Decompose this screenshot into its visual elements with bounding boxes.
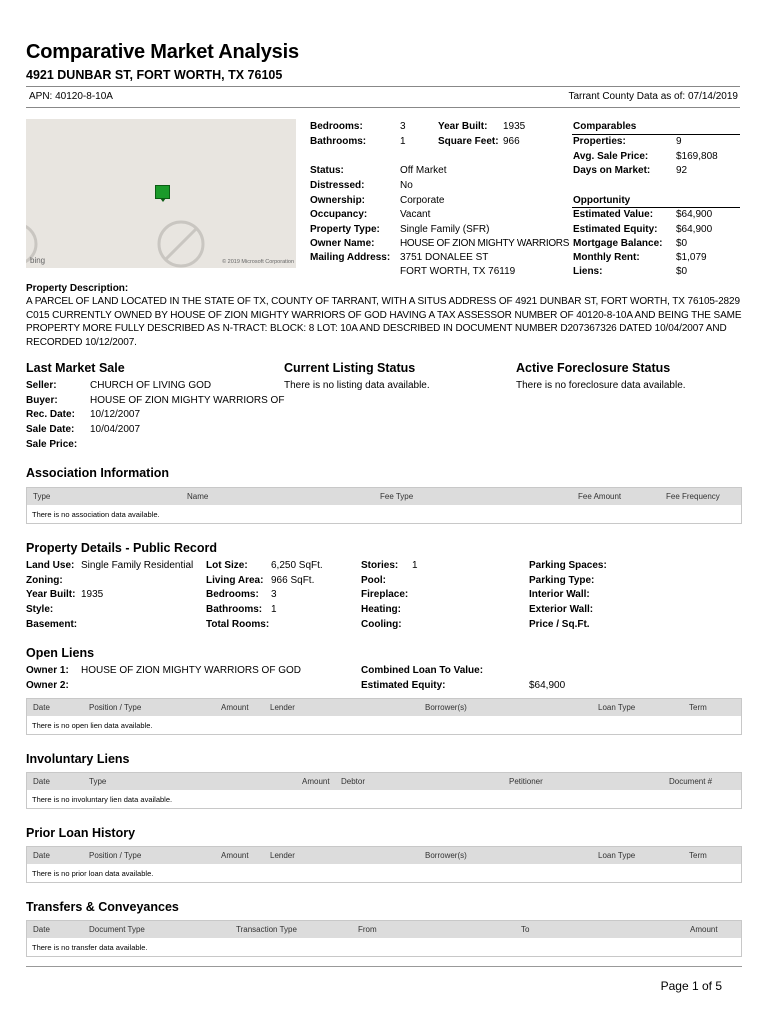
column-header: Term [689,851,707,860]
year-built-value: 1935 [503,121,526,132]
owner2-label: Owner 2: [26,680,69,691]
total-rooms-label: Total Rooms: [206,619,270,630]
property-map[interactable] [26,119,296,268]
buyer-label: Buyer: [26,395,58,406]
land-use-label: Land Use: [26,560,75,571]
table-row [27,716,741,734]
listing-status-heading: Current Listing Status [284,361,416,375]
rec-date-value: 10/12/2007 [90,409,141,420]
properties-value: 9 [676,136,682,147]
table-row [27,864,741,882]
column-header: Document # [669,777,713,786]
table-row [27,938,741,956]
transfers-table [26,920,742,957]
cooling-label: Cooling: [361,619,402,630]
empty-message: There is no association data available. [32,510,160,519]
open-liens-table [26,698,742,735]
apn-number: APN: 40120-8-10A [29,91,113,102]
column-header: Date [33,925,50,934]
mailing-address-label: Mailing Address: [310,252,391,263]
monthly-rent-label: Monthly Rent: [573,252,640,263]
column-header: Amount [690,925,718,934]
mortgage-balance-value: $0 [676,238,688,249]
year-built-label: Year Built: [438,121,488,132]
foreclosure-status-heading: Active Foreclosure Status [516,361,671,375]
lot-size-value: 6,250 SqFt. [271,560,323,571]
map-pin-icon[interactable] [155,185,170,199]
sqft-value: 966 [503,136,520,147]
opportunity-divider [572,207,740,208]
page-title: Comparative Market Analysis [26,41,299,63]
column-header: Position / Type [89,703,142,712]
bedrooms-label: Bedrooms: [310,121,363,132]
estimated-equity-label: Estimated Equity: [573,224,658,235]
bing-logo: bing [30,256,46,265]
column-header: To [521,925,530,934]
column-header: Lender [270,851,295,860]
column-header: Amount [302,777,330,786]
status-value: Off Market [400,165,447,176]
column-header: Transaction Type [236,925,297,934]
column-header: From [358,925,377,934]
exterior-wall-label: Exterior Wall: [529,604,594,615]
column-header: Amount [221,851,249,860]
sale-date-value: 10/04/2007 [90,424,141,435]
column-header: Borrower(s) [425,703,467,712]
owner-name-label: Owner Name: [310,238,375,249]
empty-message: There is no involuntary lien data available. [32,795,173,804]
column-header: Position / Type [89,851,142,860]
apn-bar [26,86,740,108]
table-header [27,847,741,864]
column-header: Date [33,851,50,860]
days-on-market-value: 92 [676,165,688,176]
monthly-rent-value: $1,079 [676,252,707,263]
stories-label: Stories: [361,560,399,571]
column-header: Debtor [341,777,366,786]
heating-label: Heating: [361,604,401,615]
mailing-address-line2: FORT WORTH, TX 76119 [400,266,516,277]
interior-wall-label: Interior Wall: [529,589,590,600]
involuntary-liens-heading: Involuntary Liens [26,752,130,766]
table-header [27,488,741,505]
estimated-value-value: $64,900 [676,209,713,220]
empty-message: There is no transfer data available. [32,943,148,952]
distressed-label: Distressed: [310,180,365,191]
details-year-built-label: Year Built: [26,589,76,600]
details-year-built-value: 1935 [81,589,104,600]
properties-label: Properties: [573,136,626,147]
footer-divider [26,966,742,967]
estimated-equity-value: $64,900 [676,224,713,235]
style-label: Style: [26,604,54,615]
rec-date-label: Rec. Date: [26,409,75,420]
association-heading: Association Information [26,466,170,480]
details-bathrooms-value: 1 [271,604,277,615]
fireplace-label: Fireplace: [361,589,409,600]
bathrooms-label: Bathrooms: [310,136,367,147]
liens-label: Liens: [573,266,603,277]
description-label: Property Description: [26,283,129,294]
comparables-divider [572,134,740,135]
association-table [26,487,742,524]
opportunity-heading: Opportunity [573,195,631,206]
column-header: Date [33,703,50,712]
ownership-value: Corporate [400,195,445,206]
parking-type-label: Parking Type: [529,575,595,586]
column-header: Document Type [89,925,145,934]
avg-sale-price-value: $169,808 [676,151,718,162]
owner1-label: Owner 1: [26,665,69,676]
column-header: Type [33,492,51,501]
column-header: Loan Type [598,851,636,860]
map-copyright: © 2019 Microsoft Corporation [222,259,294,265]
empty-message: There is no open lien data available. [32,721,153,730]
zoning-label: Zoning: [26,575,63,586]
transfers-heading: Transfers & Conveyances [26,900,179,914]
column-header: Name [187,492,209,501]
prior-loan-table [26,846,742,883]
details-bedrooms-value: 3 [271,589,277,600]
seller-label: Seller: [26,380,57,391]
living-area-label: Living Area: [206,575,264,586]
occupancy-label: Occupancy: [310,209,368,220]
bathrooms-value: 1 [400,136,406,147]
sqft-label: Square Feet: [438,136,499,147]
property-type-value: Single Family (SFR) [400,224,490,235]
column-header: Petitioner [509,777,543,786]
column-header: Lender [270,703,295,712]
price-per-sqft-label: Price / Sq.Ft. [529,619,590,630]
column-header: Term [689,703,707,712]
ownership-label: Ownership: [310,195,366,206]
property-address: 4921 DUNBAR ST, FORT WORTH, TX 76105 [26,68,283,82]
details-bedrooms-label: Bedrooms: [206,589,259,600]
comparables-heading: Comparables [573,121,637,132]
liens-equity-value: $64,900 [529,680,566,691]
mailing-address-line1: 3751 DONALEE ST [400,252,489,263]
basement-label: Basement: [26,619,78,630]
estimated-value-label: Estimated Value: [573,209,654,220]
lot-size-label: Lot Size: [206,560,248,571]
stories-value: 1 [412,560,418,571]
distressed-value: No [400,180,413,191]
pool-label: Pool: [361,575,386,586]
column-header: Loan Type [598,703,636,712]
column-header: Borrower(s) [425,851,467,860]
owner-name-value: HOUSE OF ZION MIGHTY WARRIORS [400,238,570,249]
seller-value: CHURCH OF LIVING GOD [90,380,212,391]
last-market-sale-heading: Last Market Sale [26,361,125,375]
prior-loan-heading: Prior Loan History [26,826,136,840]
cltv-label: Combined Loan To Value: [361,665,484,676]
liens-equity-label: Estimated Equity: [361,680,446,691]
table-header [27,773,741,790]
sale-price-label: Sale Price: [26,439,78,450]
details-bathrooms-label: Bathrooms: [206,604,263,615]
column-header: Fee Amount [578,492,622,501]
listing-status-text: There is no listing data available. [284,380,430,391]
property-description: A PARCEL OF LAND LOCATED IN THE STATE OF TX, COUNTY OF TARRANT, WITH A SITUS ADDRESS OF 4921 DUNBAR ST, FORT WORTH, TX 76105-2829 C015 CURRENTLY OWNED BY HOUSE OF ZION MIGHTY WARRIORS OF GOD HAVING A TAX ASSESSOR NUMBER OF 40120-8-10A AND BEING THE SAME PROPERTY MORE FULLY DESCRIBED AS N-TRACT: BLOCK: 8 LOT: 10A AND DESCRIBED IN DOCUMENT NUMBER D207367326 DATED 10/04/2007 AND RECORDED 10/12/2007. [26,296,742,348]
table-row [27,790,741,808]
buyer-value: HOUSE OF ZION MIGHTY WARRIORS OF [90,395,285,406]
page-number: Page 1 of 5 [660,979,722,993]
column-header: Fee Type [380,492,414,501]
days-on-market-label: Days on Market: [573,165,651,176]
column-header: Type [89,777,107,786]
table-row [27,505,741,523]
column-header: Date [33,777,50,786]
bedrooms-value: 3 [400,121,406,132]
data-date: Tarrant County Data as of: 07/14/2019 [568,91,738,102]
empty-message: There is no prior loan data available. [32,869,154,878]
mortgage-balance-label: Mortgage Balance: [573,238,663,249]
occupancy-value: Vacant [400,209,431,220]
table-header [27,699,741,716]
owner1-value: HOUSE OF ZION MIGHTY WARRIORS OF GOD [81,665,302,676]
living-area-value: 966 SqFt. [271,575,315,586]
property-details-heading: Property Details - Public Record [26,541,218,555]
status-label: Status: [310,165,344,176]
column-header: Fee Frequency [666,492,720,501]
land-use-value: Single Family Residential [81,560,194,571]
parking-spaces-label: Parking Spaces: [529,560,607,571]
open-liens-heading: Open Liens [26,646,95,660]
liens-value: $0 [676,266,688,277]
table-header [27,921,741,938]
property-type-label: Property Type: [310,224,380,235]
sale-date-label: Sale Date: [26,424,75,435]
avg-sale-price-label: Avg. Sale Price: [573,151,649,162]
foreclosure-status-text: There is no foreclosure data available. [516,380,686,391]
involuntary-liens-table [26,772,742,809]
column-header: Amount [221,703,249,712]
